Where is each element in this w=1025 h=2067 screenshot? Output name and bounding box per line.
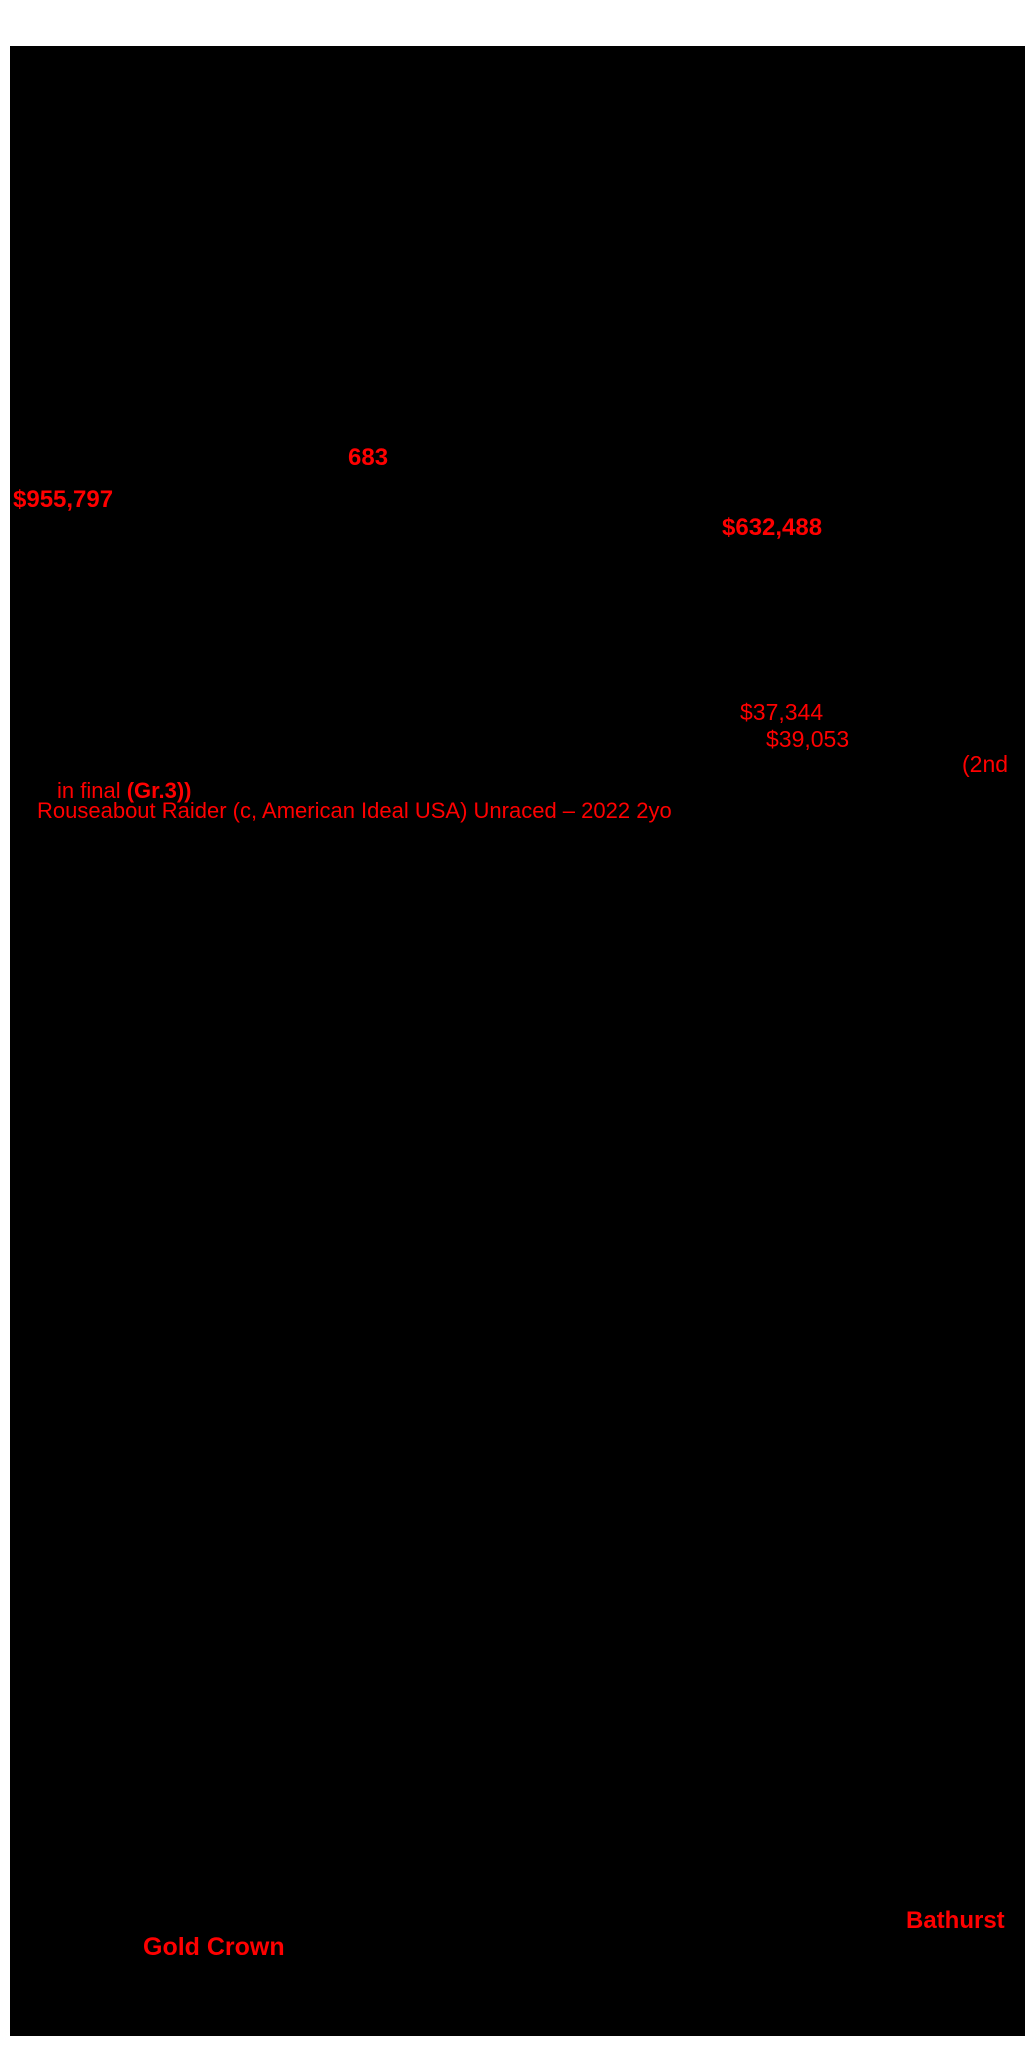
grade-text: (Gr.3)) [126, 778, 192, 803]
earnings-amount-3: $37,344 [740, 699, 824, 725]
earnings-amount-2: $632,488 [722, 514, 823, 541]
placing-fragment: (2nd [962, 751, 1009, 777]
in-final-text: in final [57, 778, 121, 803]
horse-progeny-line: Rouseabout Raider (c, American Ideal USA) Unraced – 2022 2yo [37, 798, 672, 823]
highlighted-number: 683 [348, 444, 389, 471]
earnings-amount-1: $955,797 [13, 486, 114, 513]
race-name-fragment-1: Bathurst [906, 1907, 1005, 1934]
page-canvas [10, 46, 1025, 2036]
earnings-amount-4: $39,053 [766, 726, 850, 752]
race-name-fragment-2: Gold Crown [143, 1933, 285, 1961]
